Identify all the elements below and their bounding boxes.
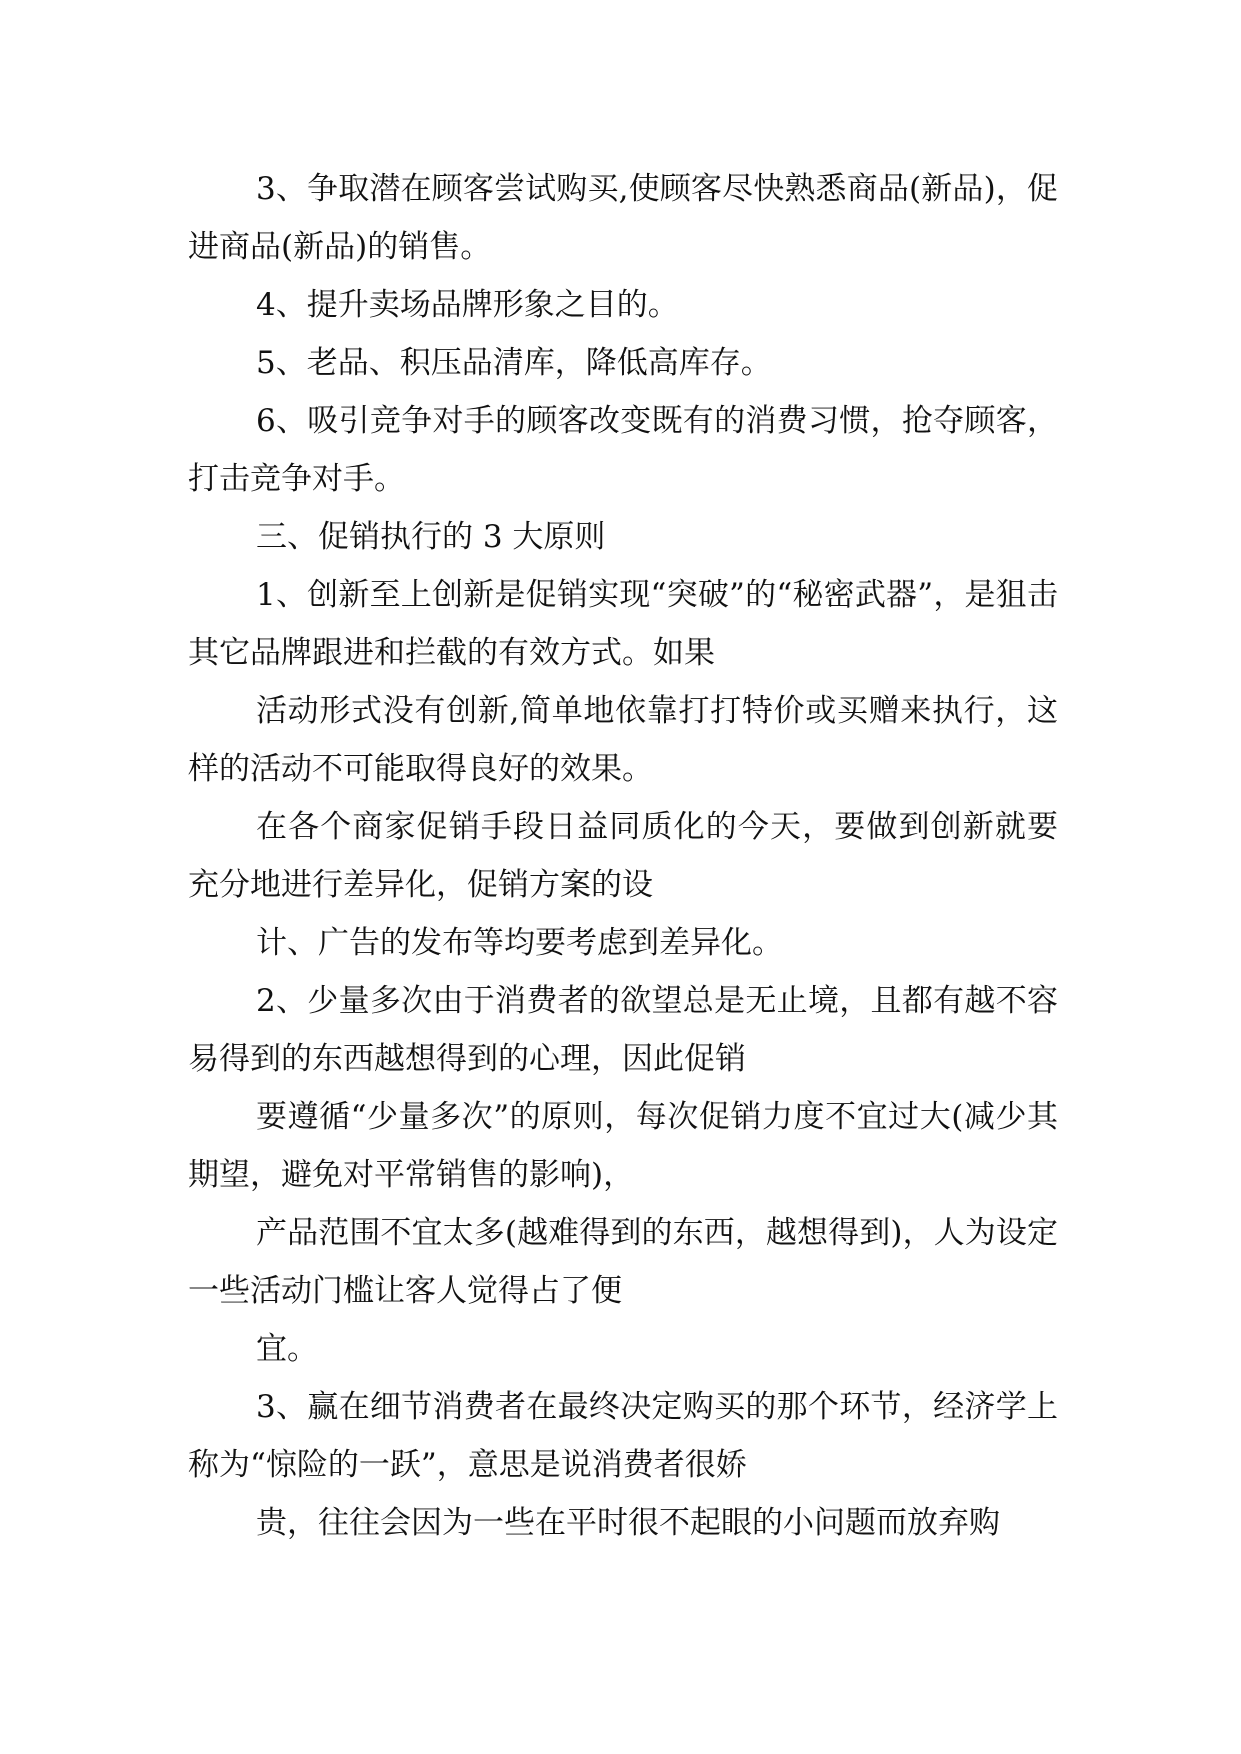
paragraph-principle-2-cont: 要遵循“少量多次”的原则，每次促销力度不宜过大(减少其期望，避免对平常销售的影响)， [188,1099,1058,1193]
paragraph-principle-3: 3、赢在细节消费者在最终决定购买的那个环节，经济学上称为“惊险的一跃”，意思是说消费者很娇 [188,1389,1058,1483]
paragraph-principle-2-range: 产品范围不宜太多(越难得到的东西，越想得到)，人为设定一些活动门槛让客人觉得占了便 [188,1215,1058,1309]
paragraph-principle-1-cont: 活动形式没有创新,简单地依靠打打特价或买赠来执行，这样的活动不可能取得良好的效果。 [188,693,1058,787]
paragraph-principle-2-end: 宜。 [256,1331,318,1367]
paragraph-principle-3-cont: 贵，往往会因为一些在平时很不起眼的小问题而放弃购 [256,1505,1000,1541]
paragraph-principle-1-end: 计、广告的发布等均要考虑到差异化。 [256,925,783,961]
paragraph-goal-3: 3、争取潜在顾客尝试购买,使顾客尽快熟悉商品(新品)，促进商品(新品)的销售。 [188,171,1058,265]
paragraph-goal-5: 5、老品、积压品清库，降低高库存。 [256,345,772,381]
paragraph-principle-1: 1、创新至上创新是促销实现“突破”的“秘密武器”，是狙击其它品牌跟进和拦截的有效方式。如果 [188,577,1058,671]
document-body [188,160,1058,1552]
paragraph-goal-6: 6、吸引竞争对手的顾客改变既有的消费习惯，抢夺顾客，打击竞争对手。 [188,403,1058,497]
paragraph-principle-2: 2、少量多次由于消费者的欲望总是无止境，且都有越不容易得到的东西越想得到的心理，因此促销 [188,983,1058,1077]
paragraph-principle-1-diff: 在各个商家促销手段日益同质化的今天，要做到创新就要充分地进行差异化，促销方案的设 [188,809,1058,903]
section-heading-principles: 三、促销执行的 3 大原则 [256,519,606,555]
paragraph-goal-4: 4、提升卖场品牌形象之目的。 [256,287,679,323]
